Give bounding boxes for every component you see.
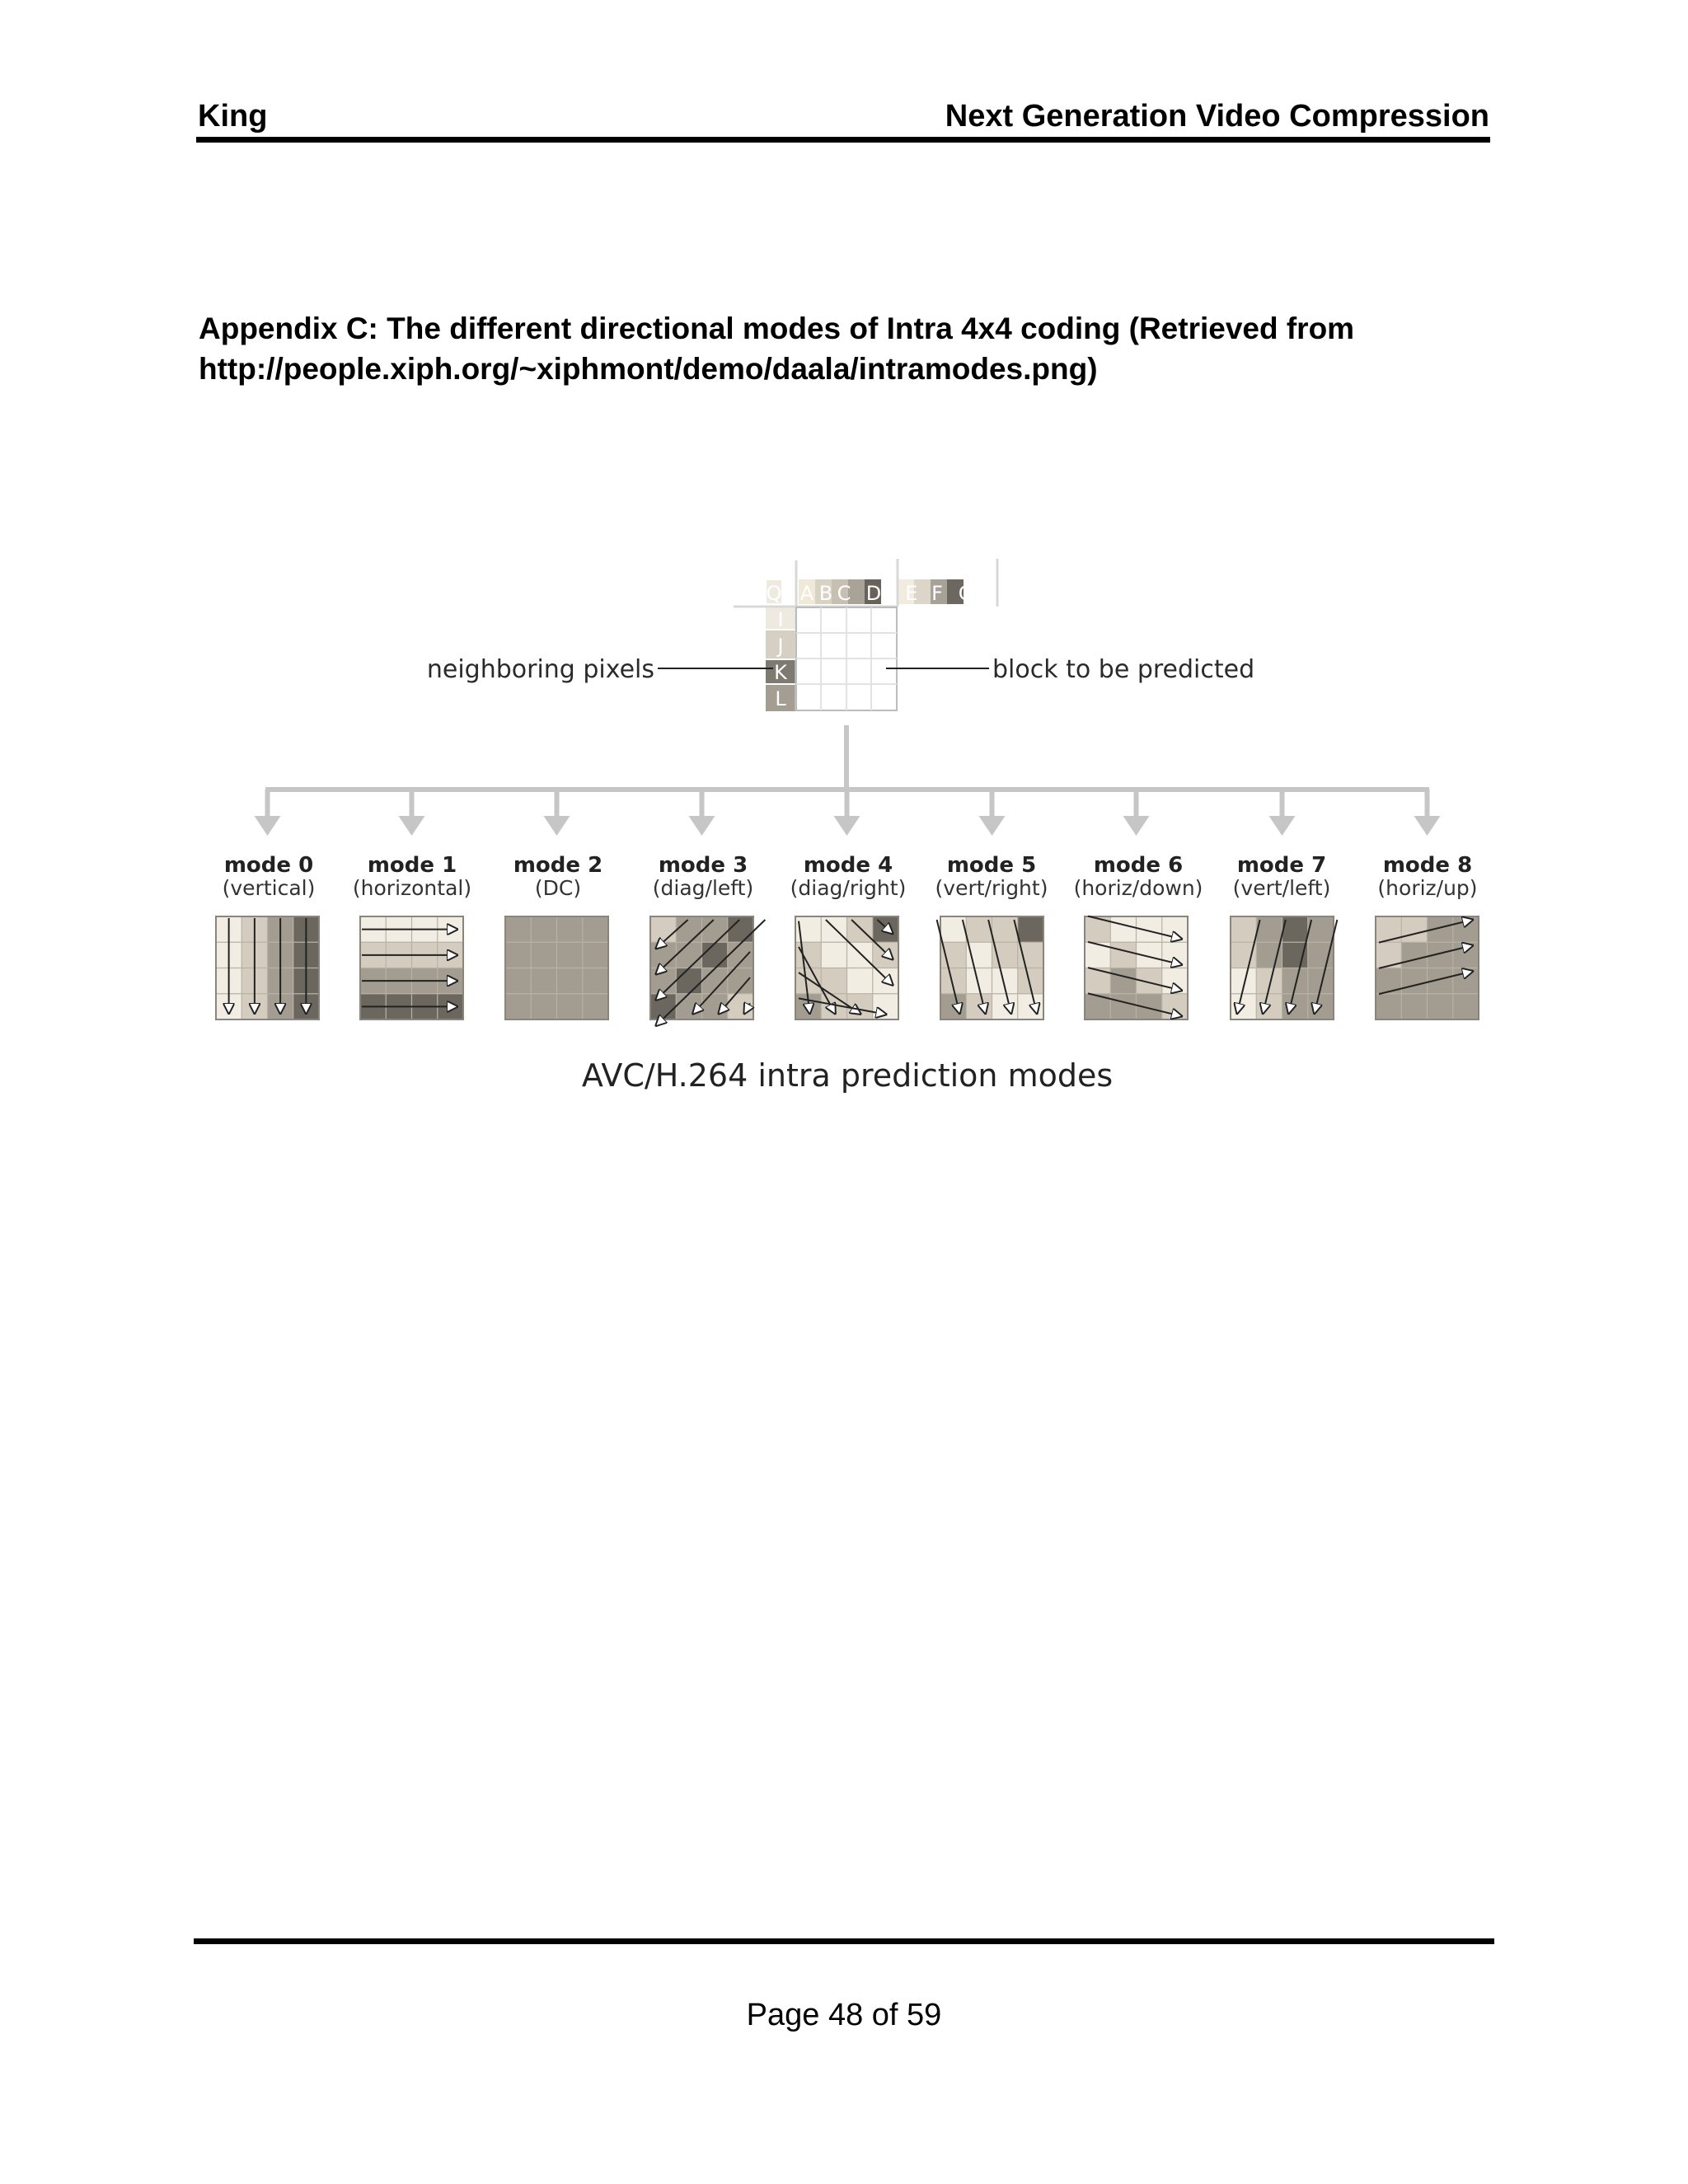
letter-J: J [777,635,784,658]
footer-rule [194,1938,1494,1944]
mode-4-desc: (diag/right) [790,876,907,900]
mode-0-block [216,916,320,1020]
mode-6-desc: (horiz/down) [1073,876,1203,900]
mode-tree-connector [265,725,1429,790]
mode-7-desc: (vert/left) [1232,876,1331,900]
mode-3-connector-arrow [689,790,715,836]
letter-K: K [774,661,787,684]
letter-D: D [865,582,882,605]
mode-1-name: mode 1 [367,853,457,878]
mode-blocks [216,916,1479,1027]
mode-7-block [1231,916,1337,1020]
mode-7-name: mode 7 [1236,853,1327,878]
mode-3-name: mode 3 [658,853,748,878]
mode-8-desc: (horiz/up) [1377,876,1478,900]
caption-line-1: Appendix C: The different directional modes of Intra 4x4 coding (Retrieved from [199,312,1355,345]
mode-0-name: mode 0 [223,853,314,878]
mode-5-name: mode 5 [946,853,1037,878]
mode-7-connector-arrow [1269,790,1296,836]
block-to-be-predicted [796,607,897,710]
mode-6-block [1085,916,1189,1020]
mode-arrows [255,790,1441,836]
letter-Q: Q [766,582,782,605]
mode-6-connector-arrow [1123,790,1150,836]
mode-8-name: mode 8 [1382,853,1473,878]
letter-G: G [958,582,974,605]
mode-8-connector-arrow [1414,790,1441,836]
mode-1-block [360,916,464,1020]
mode-0-connector-arrow [255,790,281,836]
caption-line-2: http://people.xiph.org/~xiphmont/demo/daala/intramodes.png) [199,352,1098,386]
mode-0-desc: (vertical) [222,876,316,900]
letter-B: B [818,582,833,605]
mode-4-name: mode 4 [803,853,893,878]
mode-4-block [795,916,899,1020]
mode-6-name: mode 6 [1093,853,1184,878]
mode-2-name: mode 2 [513,853,603,878]
header-title: Next Generation Video Compression [945,99,1489,134]
letter-E: E [905,582,918,605]
letter-I: I [777,608,784,631]
figure-title: AVC/H.264 intra prediction modes [581,1057,1114,1094]
letter-L: L [775,687,786,710]
neighbor-pixel-diagram [427,559,1254,711]
page-number: Page 48 of 59 [746,1998,942,2032]
letter-A: A [799,582,814,605]
mode-labels [223,853,1478,900]
header-author: King [198,99,268,134]
mode-5-connector-arrow [979,790,1006,836]
letter-H: H [982,582,998,605]
mode-1-connector-arrow [399,790,425,836]
top-letter-labels [767,582,997,605]
mode-8-block [1376,916,1479,1020]
mode-3-desc: (diag/left) [652,876,754,900]
letter-F: F [931,582,943,605]
mode-1-desc: (horizontal) [352,876,472,900]
mode-4-connector-arrow [834,790,860,836]
neighboring-pixels-label: neighboring pixels [426,655,654,684]
block-to-be-predicted-label: block to be predicted [992,655,1255,684]
letter-C: C [837,582,851,605]
mode-2-connector-arrow [544,790,570,836]
mode-5-desc: (vert/right) [935,876,1048,900]
mode-2-block [505,916,609,1020]
mode-2-desc: (DC) [534,876,582,900]
mode-5-block [937,916,1044,1020]
mode-3-block [650,916,765,1026]
